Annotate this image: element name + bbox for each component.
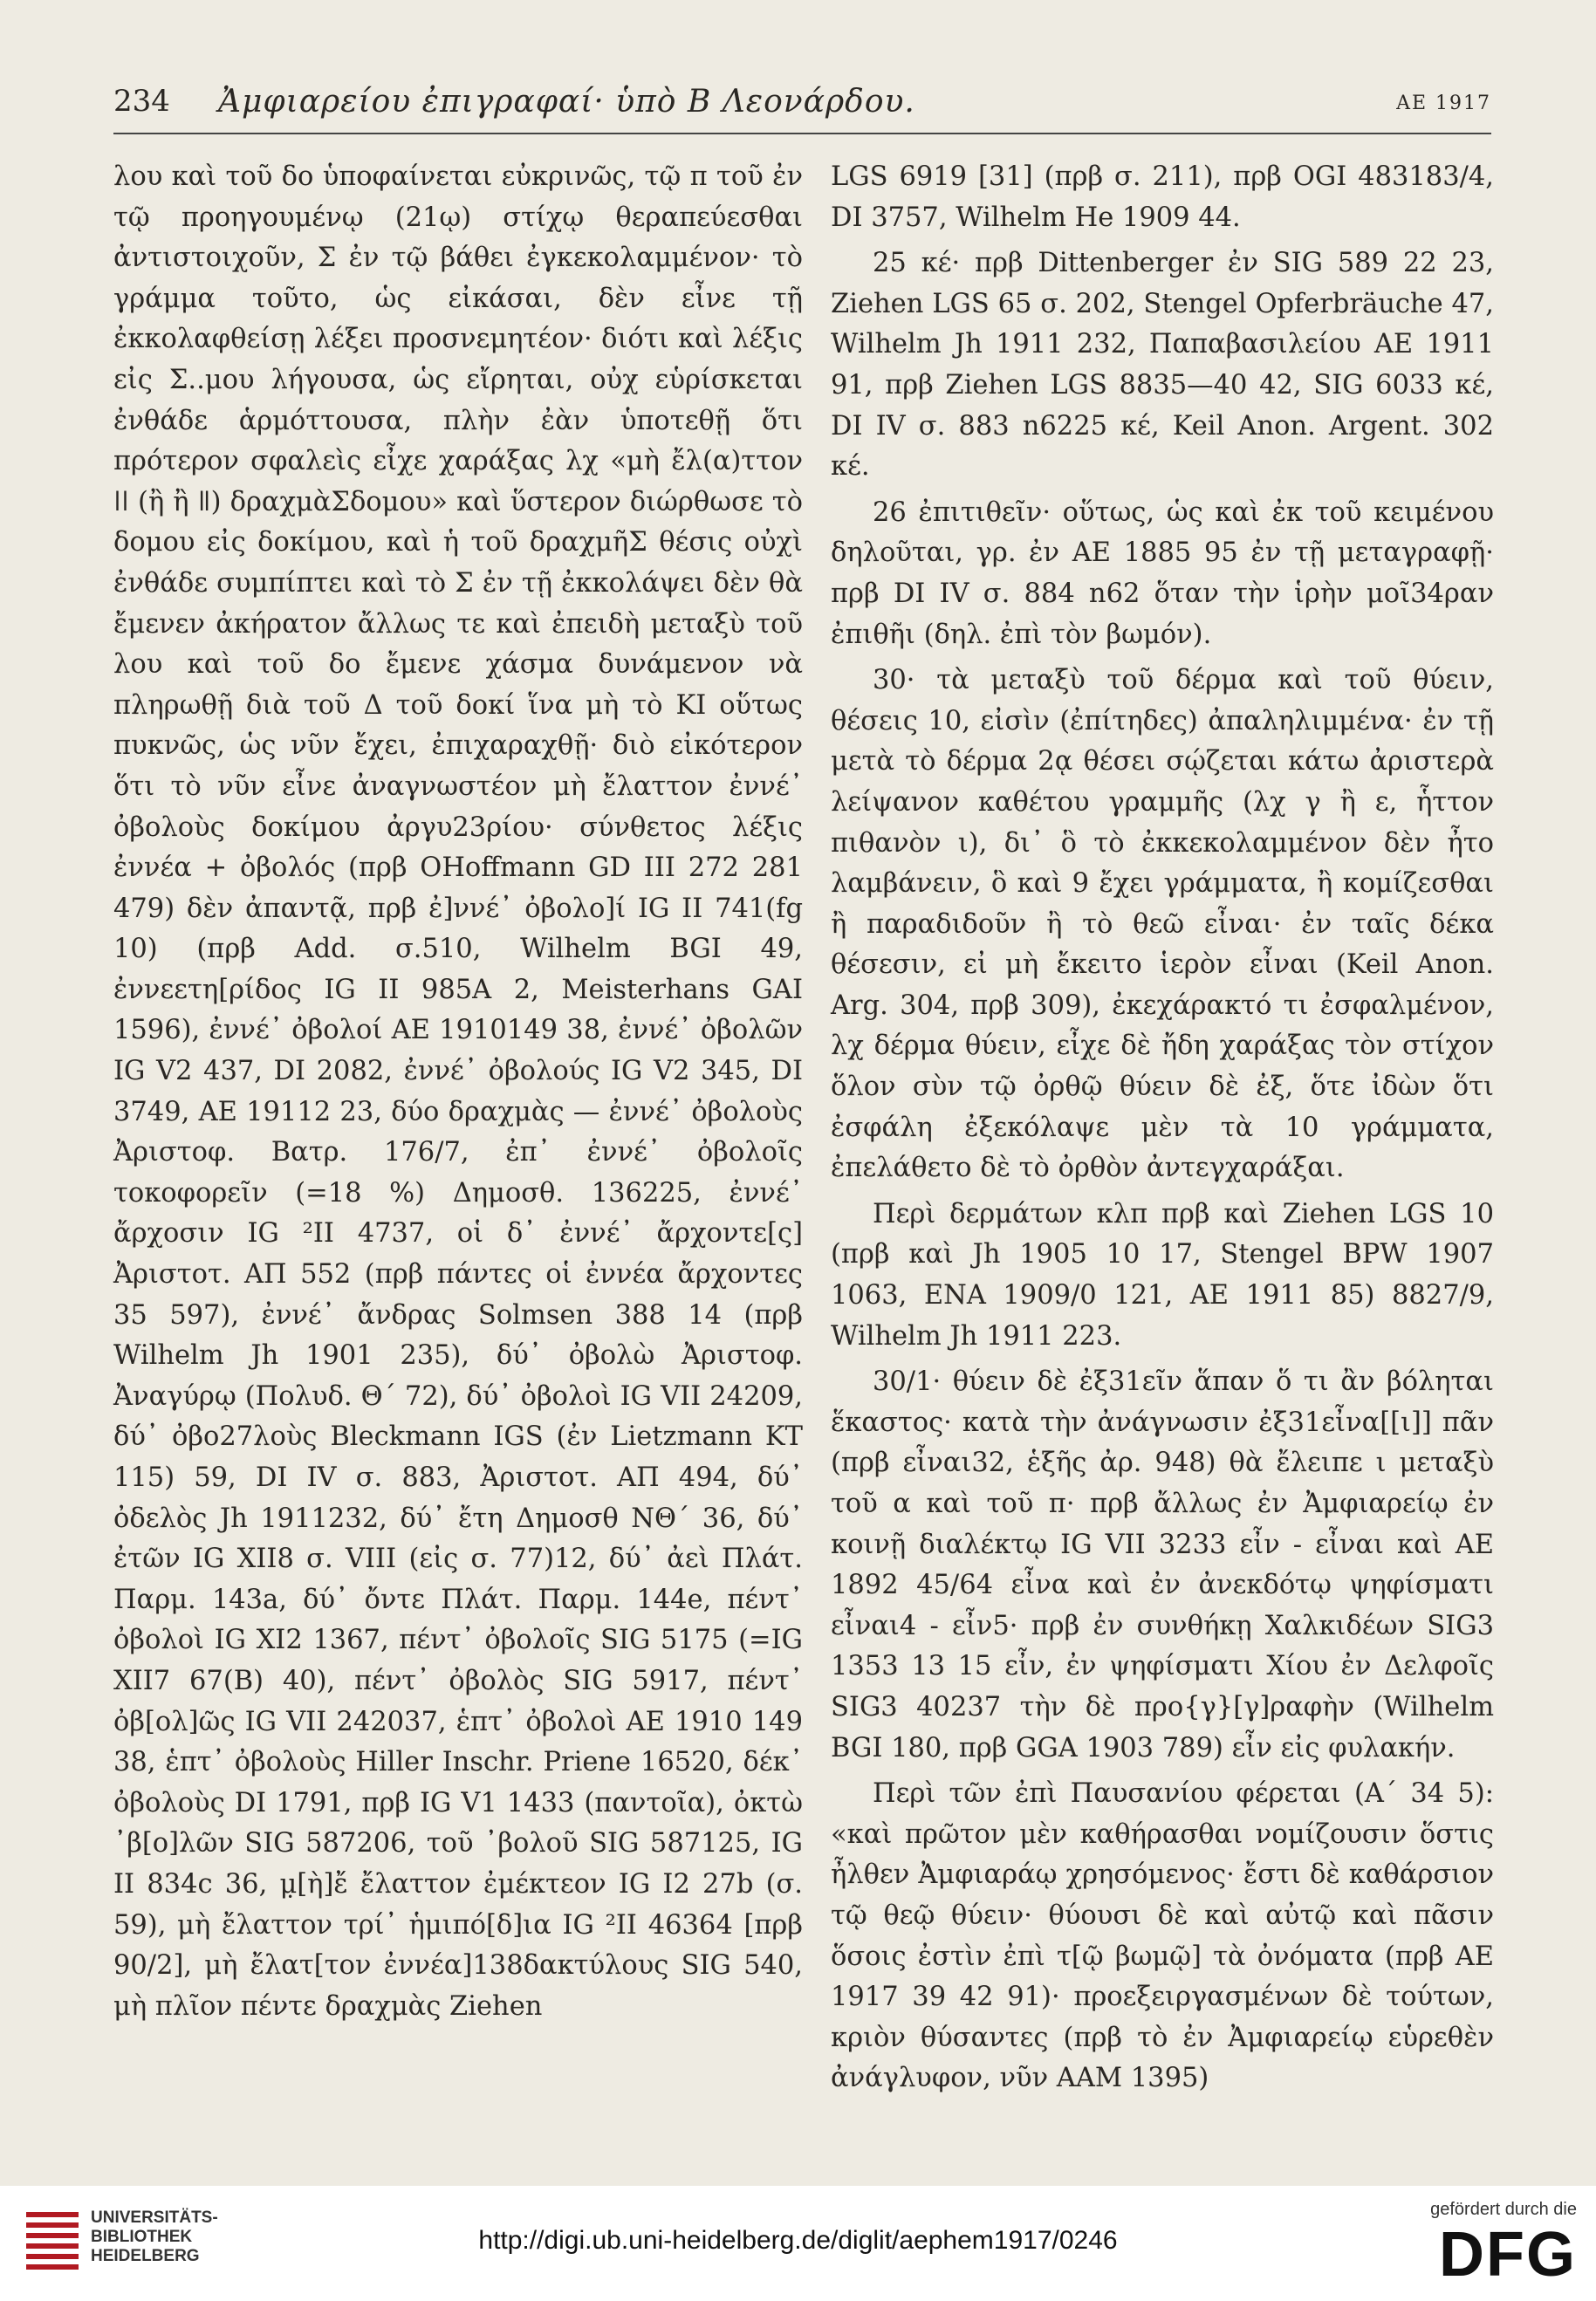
note-30: 30· τὰ μεταξὺ τοῦ δέρμα καὶ τοῦ θύειν, θέσεις 10, εἰσὶν (ἐπίτηδες) ἀπαληλιμμένα· ἐν τῇ μετὰ τὸ δέρμα 2ᾳ θέσει σῴζεται κάτω ἀριστερὰ λείψανον καθέτου γραμμῆς (λχ γ ἢ ε, ἧττον πιθανὸν ι), δι᾽ ὃ τὸ ἐκκεκολαμμένον δὲν ἦτο λαμβάνειν, ὃ καὶ 9 ἔχει γράμματα, ἢ κομίζεσθαι ἢ παραδιδοῦν ἢ τὸ θεῶ εἶναι· ἐν ταῖς δέκα θέσεσιν, εἰ μὴ ἔκειτο ἱερὸν εἶναι (Keil Anon. Arg. 304, πρβ 309), ἐκεχάρακτό τι ἐσφαλμένον, λχ δέρμα θύειν, εἶχε δὲ ἤδη χαράξας τὸν στίχον ὅλον σὺν τῷ ὀρθῷ θύειν δὲ ἐξ, ὅτε ἰδὼν ὅτι ἐσφάλη ἐξεκόλαψε μὲν τὰ 10 γράμματα, ἐπελάθετο δὲ τὸ ὀρθὸν ἀντεγχαράξαι. bbox=[831, 665, 1494, 1184]
permalink-url[interactable]: http://digi.ub.uni-heidelberg.de/diglit/aephem1917/0246 bbox=[478, 2226, 1118, 2255]
note-30-31: 30/1· θύειν δὲ ἐξ31εῖν ἅπαν ὅ τι ἂν βόληται ἕκαστος· κατὰ τὴν ἀνάγνωσιν ἐξ31εἶνα[[ι]] πᾶν (πρβ εἶναι32, ἑξῆς ἀρ. 948) θὰ ἔλειπε ι μεταξὺ τοῦ α καὶ τοῦ π· πρβ ἄλλως ἐν Ἀμφιαρείῳ ἐν κοινῇ διαλέκτῳ IG VII 3233 εἶν - εἶναι καὶ ΑΕ 1892 45/64 εἶνα καὶ ἐν ἀνεκδότῳ ψηφίσματι εἶναι4 - εἶν5· πρβ ἐν συνθήκῃ Χαλκιδέων SIG3 1353 13 15 εἶν, ἐν ψηφίσματι Χίου ἐν Δελφοῖς SIG3 40237 τὴν δὲ προ{γ}[γ]ραφὴν (Wilhelm BGI 180, πρβ GGA 1903 789) εἶν εἰς φυλακήν. bbox=[831, 1366, 1494, 1763]
running-header bbox=[113, 84, 1491, 127]
left-paragraph-1: λου καὶ τοῦ δο ὑποφαίνεται εὐκρινῶς, τῷ π τοῦ ἐν τῷ προηγουμένῳ (21ῳ) στίχῳ θεραπεύεσθαι ἀντιστοιχοῦν, Σ ἐν τῷ βάθει ἐγκεκολαμμένον· τὸ γράμμα τοῦτο, ὡς εἰκάσαι, δὲν εἶνε τῇ ἐκκολαφθείσῃ λέξει προσνεμητέον· διότι καὶ λέξις εἰς Σ..μου λήγουσα, ὡς εἴρηται, οὐχ εὑρίσκεται ἐνθάδε ἁρμόττουσα, πλὴν ἐὰν ὑποτεθῇ ὅτι πρότερον σφαλεὶς εἶχε χαράξας λχ «μὴ ἔλ(α)ττον ǀǀ (ἢ ἢ ǁ) δραχμὰΣδομου» καὶ ὕστερον διώρθωσε τὸ δομου εἰς δοκίμου, καὶ ἡ τοῦ δραχμῆΣ θέσις οὐχὶ ἐνθάδε συμπίπτει καὶ τὸ Σ ἐν τῇ ἐκκολάψει δὲν θὰ ἔμενεν ἀκήρατον ἄλλως τε καὶ ἐπειδὴ μεταξὺ τοῦ λου καὶ τοῦ δο ἔμενε χάσμα δυνάμενον νὰ πληρωθῇ διὰ τοῦ Δ τοῦ δοκί ἵνα μὴ τὸ ΚΙ οὕτως πυκνῶς, ὡς νῦν ἔχει, ἐπιχαραχθῇ· διὸ εἰκότερον ὅτι τὸ νῦν εἶνε ἀναγνωστέον μὴ ἔλαττον ἐννέ᾽ ὀβολοὺς δοκίμου ἀργυ23ρίου· σύνθετος λέξις ἐννέα + ὀβολός (πρβ OHoffmann GD III 272 281 479) δὲν ἀπαντᾷ, πρβ ἐ]ννέ᾽ ὀβολο]ί IG II 741(fg 10) (πρβ Add. σ.510, Wilhelm BGI 49, ἐννεετη[ρίδος IG II 985A 2, Meisterhans GAI 1596), ἐννέ᾽ ὀβολοί ΑΕ 1910149 38, ἐννέ᾽ ὀβολῶν IG V2 437, DI 2082, ἐννέ᾽ ὀβολούς IG V2 345, DI 3749, ΑΕ 19112 23, δύο δραχμὰς — ἐννέ᾽ ὀβολοὺς Ἀριστοφ. Βατρ. 176/7, ἐπ᾽ ἐννέ᾽ ὀβολοῖς τοκοφορεῖν (=18 %) Δημοσθ. 136225, ἐννέ᾽ ἄρχοσιν IG ²II 4737, οἱ δ᾽ ἐννέ᾽ ἄρχοντε[ς] Ἀριστοτ. ΑΠ 552 (πρβ πάντες οἱ ἐννέα ἄρχοντες 35 597), ἐννέ᾽ ἄνδρας Solmsen 388 14 (πρβ Wilhelm Jh 1901 235), δύ᾽ ὀβολὼ Ἀριστοφ. Ἀναγύρῳ (Πολυδ. Θ´ 72), δύ᾽ ὀβολοὶ IG VII 24209, δύ᾽ ὀβο27λοὺς Bleckmann IGS (ἐν Lietzmann KT 115) 59, DI IV σ. 883, Ἀριστοτ. ΑΠ 494, δύ᾽ ὀδελὸς Jh 1911232, δύ᾽ ἔτη Δημοσθ ΝΘ´ 36, δύ᾽ ἐτῶν IG XII8 σ. VIII (εἰς σ. 77)12, δύ᾽ ἀεὶ Πλάτ. Παρμ. 143a, δύ᾽ ὄντε Πλάτ. Παρμ. 144e, πέντ᾽ ὀβολοὶ IG XI2 1367, πέντ᾽ ὀβολοῖς SIG 5175 (=IG XII7 67(B) 40), πέντ᾽ ὀβολὸς SIG 5917, πέντ᾽ ὀβ[ολ]ῶς IG VII 242037, ἑπτ᾽ ὀβολοὶ ΑΕ 1910 149 38, ἑπτ᾽ ὀβολοὺς Hiller Inschr. Priene 16520, δέκ᾽ ὀβολοὺς DI 1791, πρβ IG V1 1433 (παντοῖα), ὀκτὼ ᾽β[ο]λῶν SIG 587206, τοῦ ᾽βολοῦ SIG 587125, IG II 834c 36, μ̣[ὴ]ἔ ἔλαττον ἐμέκτεον IG I2 27b (σ. 59), μὴ ἔλαττον τρί᾽ ἡμιπό[δ]ια IG ²II 46364 [πρβ 90/2], μὴ ἔλατ[τον ἐννέα]138δακτύλους SIG 540, μὴ πλῖον πέντε δραχμὰς Ziehen bbox=[113, 161, 803, 2022]
funder-block[interactable] bbox=[1402, 2200, 1577, 2290]
note-pausanias: Περὶ τῶν ἐπὶ Παυσανίου φέρεται (Α´ 34 5): «καὶ πρῶτον μὲν καθήρασθαι νομίζουσιν ὅστις ἦλθεν Ἀμφιαράῳ χρησόμενος· ἔστι δὲ καθάρσιον τῷ θεῷ θύειν· θύουσι δὲ καὶ αὐτῷ καὶ πᾶσιν ὅσοις ἐστὶν ἐπὶ τ[ῷ βωμῷ] τὰ ὀνόματα (πρβ ΑΕ 1917 39 42 91)· προεξειργασμένων δὲ τούτων, κριὸν θύσαντες (πρβ τὸ ἐν Ἀμφιαρείῳ εὑρεθὲν ἀνάγλυφον, νῦν ΑΑΜ 1395) bbox=[831, 1778, 1494, 2094]
dfg-logo: DFG bbox=[1439, 2220, 1577, 2290]
note-hides: Περὶ δερμάτων κλπ πρβ καὶ Ziehen LGS 10 (πρβ καὶ Jh 1905 10 17, Stengel BPW 1907 1063, ΕΝΑ 1909/0 121, ΑΕ 1911 85) 8827/9, Wilhelm Jh 1911 223. bbox=[831, 1198, 1494, 1352]
digitization-footer bbox=[0, 2186, 1596, 2301]
journal-label: ΑΕ 1917 bbox=[1396, 92, 1491, 114]
funded-by-label: gefördert durch die bbox=[1430, 2200, 1577, 2219]
left-column bbox=[113, 157, 803, 2027]
page-number: 234 bbox=[113, 84, 170, 119]
library-name: UNIVERSITÄTS- BIBLIOTHEK HEIDELBERG bbox=[91, 2209, 218, 2265]
right-column bbox=[831, 157, 1494, 2099]
right-paragraph-1: LGS 6919 [31] (πρβ σ. 211), πρβ OGI 483183/4, DI 3757, Wilhelm He 1909 44. bbox=[831, 161, 1494, 233]
header-rule bbox=[113, 133, 1491, 134]
note-25: 25 κέ· πρβ Dittenberger ἐν SIG 589 22 23, Ziehen LGS 65 σ. 202, Stengel Opferbräuche 47, Wilhelm Jh 1911 232, Παπαβασιλείου ΑΕ 1911 91, πρβ Ziehen LGS 8835—40 42, SIG 6033 κέ, DI IV σ. 883 n6225 κέ, Keil Anon. Argent. 302 κέ. bbox=[831, 248, 1494, 483]
note-26: 26 ἐπιτιθεῖν· οὕτως, ὡς καὶ ἐκ τοῦ κειμένου δηλοῦται, γρ. ἐν ΑΕ 1885 95 ἐν τῇ μεταγραφῇ· πρβ DI IV σ. 884 n62 ὅταν τὴν ἱρὴν μοῖ34ραν ἐπιθῆι (δηλ. ἐπὶ τὸν βωμόν). bbox=[831, 496, 1494, 650]
running-title: Ἀμφιαρείου ἐπιγραφαί· ὑπὸ Β Λεονάρδου. bbox=[218, 84, 915, 120]
